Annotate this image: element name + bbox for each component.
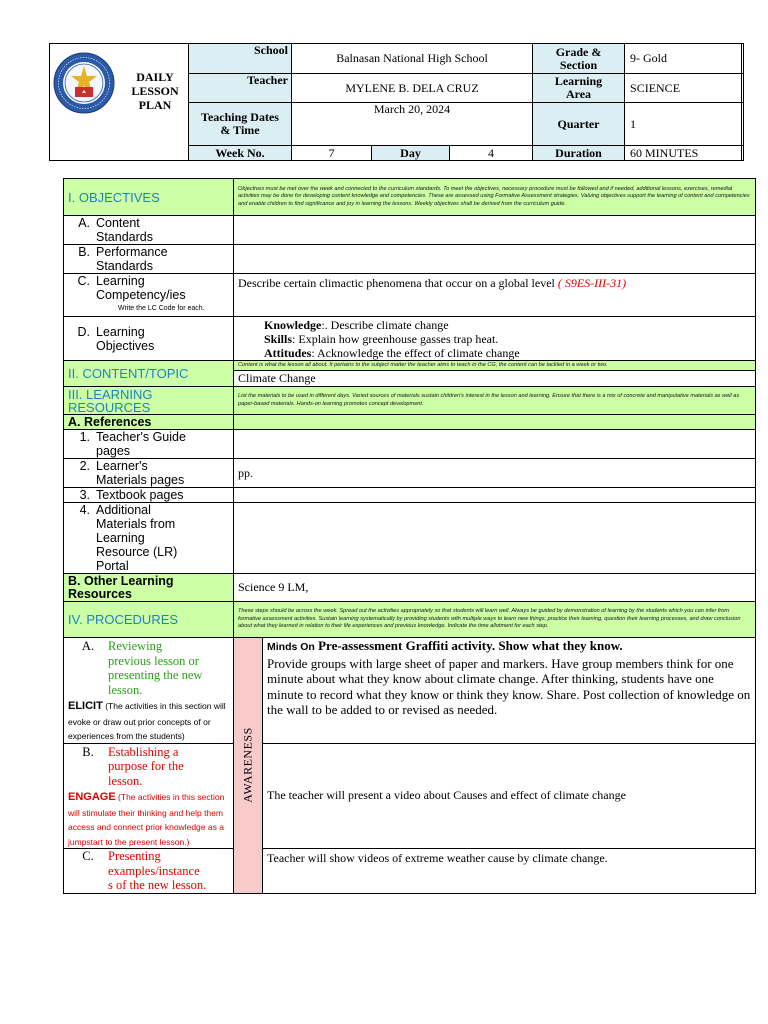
- procedures-row: [64, 602, 756, 638]
- content-topic-note: Content is what the lesson all about. It pertains to the subject matter the teacher aims to teach in the CG, the content can be tackled in a week or two.: [234, 361, 756, 371]
- procedure-b-row: [64, 743, 756, 849]
- procedure-b-label: B. Establishing a purpose for the lesson. ENGAGE (The activities in this section will stimulate their thinking and help them access and connect prior knowledge as a jumpstart to the present lesson.): [64, 743, 234, 849]
- teaching-dates-label: Teaching Dates & Time: [189, 103, 292, 146]
- content-standards-row: [64, 216, 756, 245]
- additional-materials-value: [234, 503, 756, 574]
- procedures-note: These steps should be across the week. Spread out the activities appropriately so that students will learn well. Always be guided by demonstration of learning by the students which you can infer from formative assessment activities. Sustain learning systematically by providing students with multiple ways to learn new things, practice their learning, question their learning processes, and draw conclusion about what they learned in relation to their life experiences and previous knowledge. Indicate the time allotment for each step.: [234, 602, 756, 638]
- objectives-row: [64, 179, 756, 216]
- objectives-heading: I. OBJECTIVES: [64, 179, 234, 216]
- elicit-phase: ELICIT (The activities in this section will evoke or draw out prior concepts of or experiences from the students): [68, 700, 226, 741]
- grade-section-label: Grade & Section: [533, 44, 625, 74]
- duration-value: 60 MINUTES: [625, 146, 744, 161]
- knowledge-objective: Knowledge:. Describe climate change: [264, 317, 449, 332]
- duration-label: Duration: [533, 146, 625, 161]
- lesson-plan-table: [63, 178, 756, 894]
- procedure-c-content: Teacher will show videos of extreme weather cause by climate change.: [263, 849, 756, 894]
- references-heading: A. References: [64, 415, 234, 430]
- engage-phase: ENGAGE (The activities in this section will stimulate their thinking and help them access and connect prior knowledge as a jumpstart to the present lesson.): [68, 791, 225, 847]
- learning-resources-row: [64, 387, 756, 415]
- references-value: [234, 415, 756, 430]
- learning-competency-value: Describe certain climactic phenomena that occur on a global level ( S9ES-III-31): [234, 274, 756, 317]
- learning-objectives-value: [234, 317, 756, 361]
- textbook-pages-value: [234, 488, 756, 503]
- teacher-label: Teacher: [189, 74, 292, 103]
- lc-code-note: Write the LC Code for each.: [118, 305, 205, 312]
- textbook-pages-label: 3. Textbook pages: [64, 488, 234, 503]
- other-resources-row: [64, 574, 756, 602]
- objectives-note: Objectives must be met over the week and connected to the curriculum standards. To meet the objectives, necessary procedure must be followed and if needed, additional lessons, exercises, remedial activities may be done for developing content knowledge and competencies. These are assessed using Formative Assessment strategies. Valuing objectives support the learning of content and competencies and enable children to find significance and joy in learning the lessons. Weekly objectives shall be derived from the curriculum guide.: [234, 179, 756, 216]
- week-label: Week No.: [189, 146, 292, 161]
- performance-standards-value: [234, 245, 756, 274]
- grade-section-value: 9- Gold: [625, 44, 744, 74]
- teachers-guide-value: [234, 430, 756, 459]
- day-value: 4: [450, 146, 533, 161]
- awareness-label: AWARENESS: [240, 727, 255, 804]
- daily-lesson-plan-title: DAILY LESSON PLAN: [131, 70, 179, 112]
- learning-resources-heading: III. LEARNING RESOURCES: [64, 387, 234, 415]
- content-topic-value: Climate Change: [234, 371, 756, 387]
- skills-objective: Skills: Explain how greenhouse gasses trap heat.: [264, 331, 499, 346]
- procedure-a-row: [64, 638, 756, 744]
- additional-materials-label: 4. Additional Materials from Learning Resource (LR) Portal: [64, 503, 234, 574]
- learners-materials-label: 2. Learner's Materials pages: [64, 459, 234, 488]
- content-standards-label: A. Content Standards: [64, 216, 234, 245]
- content-topic-row: [64, 361, 756, 371]
- performance-standards-row: [64, 245, 756, 274]
- quarter-value: 1: [625, 103, 744, 146]
- learning-objectives-row: [64, 317, 756, 361]
- procedure-c-row: [64, 849, 756, 894]
- week-value: 7: [292, 146, 372, 161]
- procedure-c-label: C. Presenting examples/instance s of the new lesson.: [64, 849, 234, 894]
- procedure-b-content: The teacher will present a video about Causes and effect of climate change: [263, 743, 756, 849]
- learners-materials-row: [64, 459, 756, 488]
- procedures-heading: IV. PROCEDURES: [64, 602, 234, 638]
- content-topic-heading: II. CONTENT/TOPIC: [64, 361, 234, 387]
- other-resources-heading: B. Other Learning Resources: [64, 574, 234, 602]
- learning-competency-label: C. Learning Competency/ies Write the LC Code for each.: [64, 274, 234, 317]
- procedure-a-content: Minds On Pre-assessment Graffiti activity. Show what they know. Provide groups with large sheet of paper and markers. Have group members think for one minute about what they know about climate change. After thinking, students have one minute to record what they know or think they know. Share. Post collection of knowledge on the wall to be added to or revised as needed.: [263, 638, 756, 744]
- learning-resources-note: List the materials to be used in different days. Varied sources of materials sustain children's interest in the lesson and learning. Ensure that there is a mix of concrete and manipulative materials as well as paper-based materials. Hands-on learning promotes concept development.: [234, 387, 756, 415]
- learning-competency-row: [64, 274, 756, 317]
- other-resources-value: Science 9 LM,: [234, 574, 756, 602]
- teachers-guide-row: [64, 430, 756, 459]
- learners-materials-value: pp.: [234, 459, 756, 488]
- learning-area-label: Learning Area: [533, 74, 625, 103]
- day-label: Day: [372, 146, 450, 161]
- teachers-guide-label: 1. Teacher's Guide pages: [64, 430, 234, 459]
- attitudes-objective: Attitudes: Acknowledge the effect of climate change: [264, 345, 520, 360]
- textbook-pages-row: [64, 488, 756, 503]
- performance-standards-label: B. Performance Standards: [64, 245, 234, 274]
- lesson-plan-header: [49, 43, 742, 161]
- learning-objectives-label: D. Learning Objectives: [64, 317, 234, 361]
- school-value: Balnasan National High School: [292, 44, 533, 74]
- procedure-a-label: A. Reviewing previous lesson or presenting the new lesson. ELICIT (The activities in this section will evoke or draw out prior concepts of or experiences from the students): [64, 638, 234, 744]
- teacher-value: MYLENE B. DELA CRUZ: [292, 74, 533, 103]
- references-row: [64, 415, 756, 430]
- teaching-dates-value: March 20, 2024: [292, 103, 533, 146]
- quarter-label: Quarter: [533, 103, 625, 146]
- header-info-table: [188, 43, 744, 161]
- awareness-column: [234, 638, 263, 894]
- additional-materials-row: [64, 503, 756, 574]
- learning-area-value: SCIENCE: [625, 74, 744, 103]
- lc-code: ( S9ES-III-31): [557, 276, 627, 290]
- deped-seal-icon: [53, 52, 115, 114]
- school-label: School: [189, 44, 292, 74]
- content-standards-value: [234, 216, 756, 245]
